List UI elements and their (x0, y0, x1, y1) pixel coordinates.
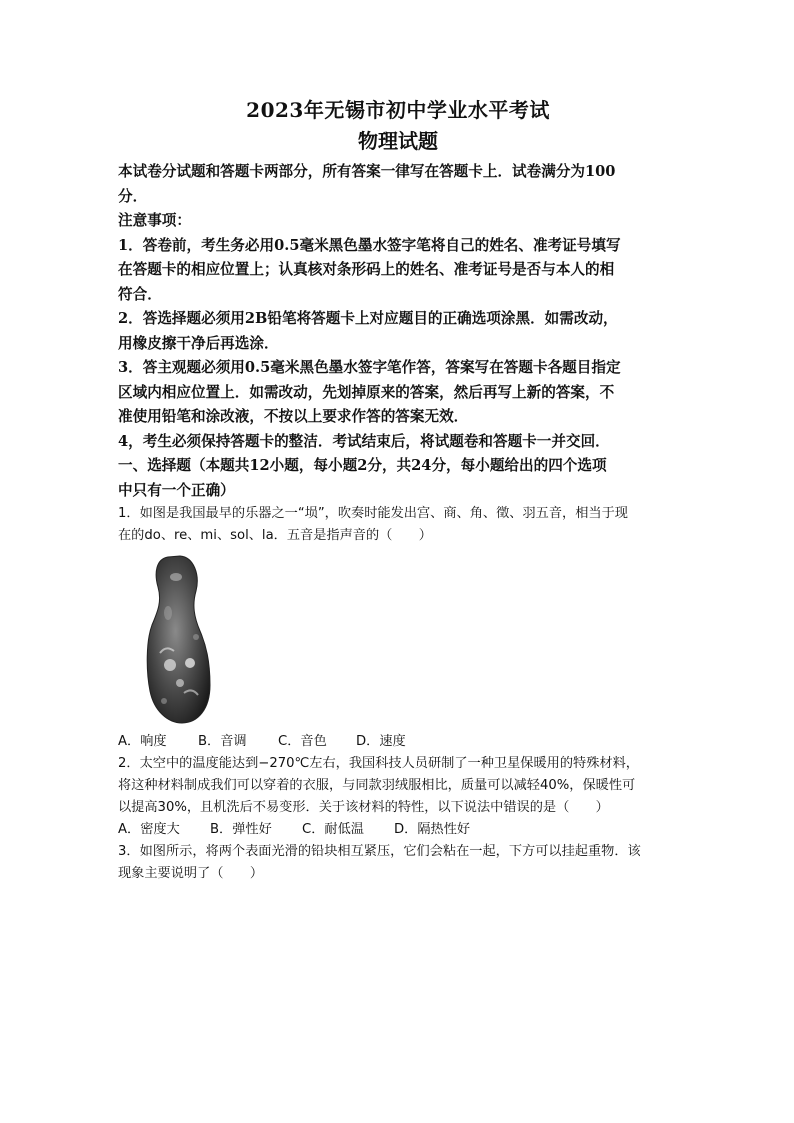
option-c[interactable]: C．音色 (278, 734, 327, 749)
exam-subtitle: 物理试题 (358, 129, 438, 153)
question-line: 2．太空中的温度能达到−270℃左右，我国科技人员研制了一种卫星保暖用的特殊材料， (118, 756, 639, 771)
option-b[interactable]: B．音调 (198, 734, 247, 749)
question-line: 将这种材料制成我们可以穿着的衣服，与同款羽绒服相比，质量可以减轻40%，保暖性可 (118, 778, 636, 793)
answer-options (118, 731, 678, 753)
note-line: 3．答主观题必须用0.5毫米黑色墨水签字笔作答，答案写在答题卡各题目指定 (118, 359, 621, 376)
question-line: 以提高30%，且机洗后不易变形．关于该材料的特性，以下说法中错误的是（ ） (118, 800, 609, 815)
note-line: 4，考生必须保持答题卡的整洁．考试结束后，将试题卷和答题卡一并交回． (118, 432, 610, 450)
note-line: 用橡皮擦干净后再选涂． (118, 334, 279, 352)
answer-options (118, 819, 678, 841)
xun-instrument-image (146, 553, 212, 725)
note-line: 区域内相应位置上．如需改动，先划掉原来的答案，然后再写上新的答案，不 (118, 383, 615, 401)
section-heading: 一、选择题（本题共12小题，每小题2分，共24分，每小题给出的四个选项 (118, 457, 607, 474)
section-heading: 中只有一个正确） (118, 481, 235, 499)
note-line: 2．答选择题必须用2B铅笔将答题卡上对应题目的正确选项涂黑．如需改动， (118, 310, 618, 327)
note-line: 1．答卷前，考生务必用0.5毫米黑色墨水签字笔将自己的姓名、准考证号填写 (118, 236, 621, 254)
question-line: 1．如图是我国最早的乐器之一“埙”，吹奏时能发出宫、商、角、徵、羽五音，相当于现 (118, 506, 628, 521)
question-line: 在的do、re、mi、sol、la．五音是指声音的（ ） (118, 528, 432, 543)
option-a[interactable]: A．响度 (118, 734, 167, 749)
notes-heading: 注意事项： (118, 212, 191, 229)
exam-page (118, 96, 678, 885)
note-line: 符合． (118, 285, 162, 303)
question-line: 现象主要说明了（ ） (118, 866, 264, 881)
exam-title: 2023年无锡市初中学业水平考试 (246, 98, 550, 122)
intro-line: 分． (118, 187, 148, 205)
option-c[interactable]: C．耐低温 (302, 822, 364, 837)
option-d[interactable]: D．速度 (356, 734, 406, 749)
note-line: 准使用铅笔和涂改液，不按以上要求作答的答案无效． (118, 408, 469, 425)
intro-line: 本试卷分试题和答题卡两部分，所有答案一律写在答题卡上．试卷满分为100 (118, 163, 616, 180)
option-a[interactable]: A．密度大 (118, 822, 180, 837)
option-d[interactable]: D．隔热性好 (394, 822, 471, 837)
xun-instrument-drawing (146, 553, 212, 725)
question-line: 3．如图所示，将两个表面光滑的铅块相互紧压，它们会粘在一起，下方可以挂起重物．该 (118, 844, 641, 859)
option-b[interactable]: B．弹性好 (210, 822, 272, 837)
note-line: 在答题卡的相应位置上；认真核对条形码上的姓名、准考证号是否与本人的相 (118, 261, 615, 278)
